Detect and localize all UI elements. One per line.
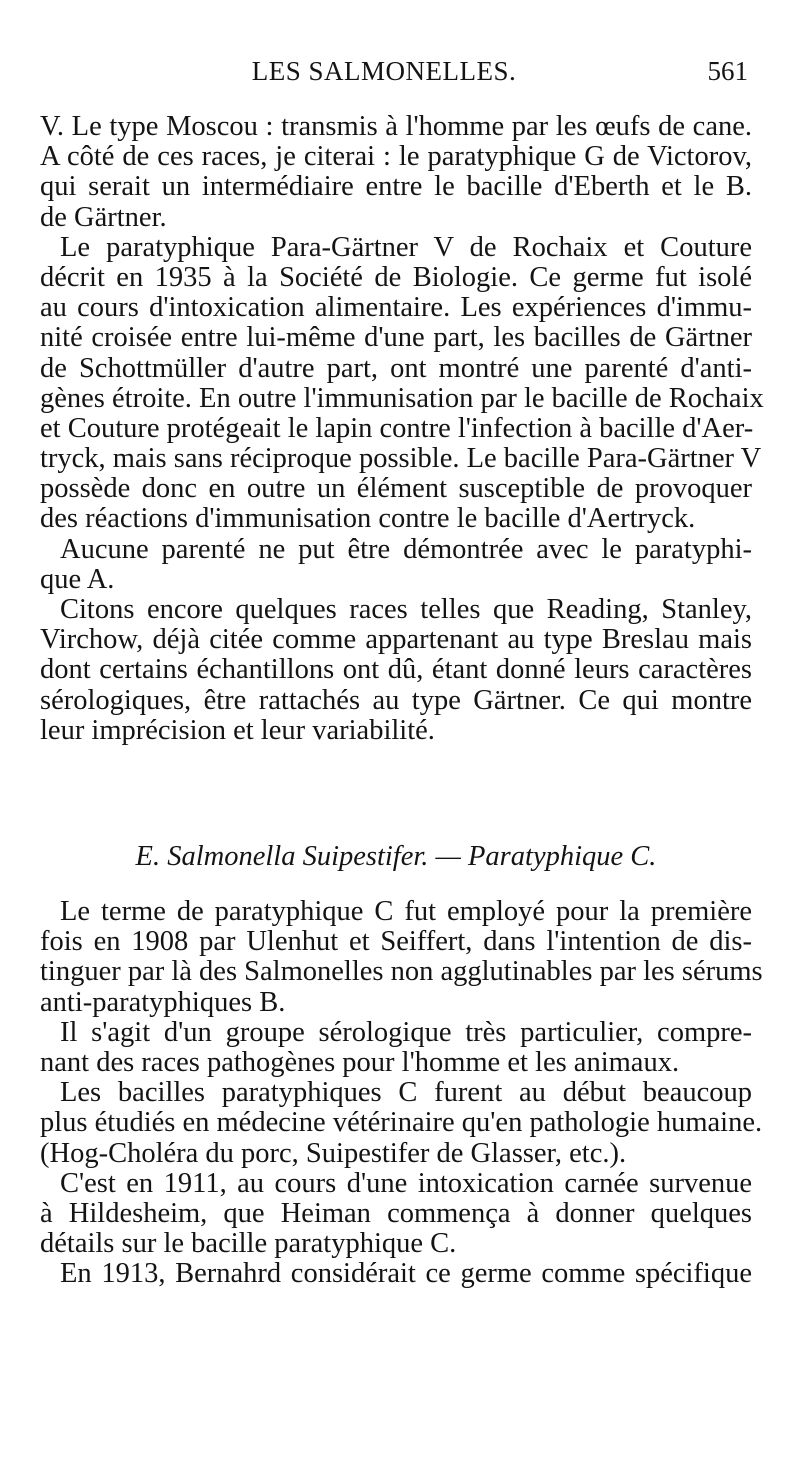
paragraphs-before-section [40, 111, 764, 746]
text-line: tinguer par là des Salmonelles non agglutinables par les sérums [40, 956, 763, 988]
text-line: détails sur le bacille paratyphique C. [40, 1228, 457, 1260]
text-line: au cours d'intoxication alimentaire. Les expériences d'immu- [40, 292, 752, 324]
paragraphs-after-section [40, 896, 763, 1290]
text-line: nité croisée entre lui-même d'une part, les bacilles de Gärtner [40, 322, 752, 354]
text-line: possède donc en outre un élément susceptible de provoquer [40, 473, 752, 505]
text-line: anti-paratyphiques B. [40, 986, 286, 1018]
text-line: que A. [40, 563, 115, 595]
text-line: à Hildesheim, que Heiman commença à donner quelques [40, 1197, 752, 1229]
text-line: plus étudiés en médecine vétérinaire qu'en pathologie humaine. [40, 1107, 763, 1139]
text-line: Citons encore quelques races telles que Reading, Stanley, [60, 594, 752, 625]
text-line: Virchow, déjà citée comme appartenant au type Breslau mais [40, 624, 752, 656]
text-line: En 1913, Bernahrd considérait ce germe comme spécifique [60, 1258, 752, 1290]
text-line: Le terme de paratyphique C fut employé pour la première [60, 896, 752, 927]
text-line: sérologiques, être rattachés au type Gärtner. Ce qui montre [40, 684, 752, 716]
text-line: des réactions d'immunisation contre le bacille d'Aertryck. [40, 503, 696, 535]
text-line: Le paratyphique Para-Gärtner V de Rochaix et Couture [60, 231, 752, 263]
text-line: tryck, mais sans réciproque possible. Le bacille Para-Gärtner V [40, 443, 762, 475]
text-line: Les bacilles paratyphiques C furent au début beaucoup [60, 1077, 752, 1109]
text-line: leur imprécision et leur variabilité. [40, 714, 435, 746]
text-line: fois en 1908 par Ulenhut et Seiffert, dans l'intention de dis- [40, 926, 752, 958]
text-line: et Couture protégeait le lapin contre l'infection à bacille d'Aer- [40, 412, 754, 444]
text-line: de Schottmüller d'autre part, ont montré une parenté d'anti- [40, 352, 752, 384]
page-header [20, 56, 748, 96]
section-heading [40, 842, 752, 872]
text-line: gènes étroite. En outre l'immunisation par le bacille de Rochaix [40, 382, 764, 414]
text-line: Il s'agit d'un groupe sérologique très particulier, compre- [60, 1016, 752, 1048]
text-line: dont certains échantillons ont dû, étant donné leurs caractères [40, 654, 752, 686]
text-line: C'est en 1911, au cours d'une intoxication carnée survenue [60, 1167, 752, 1199]
text-line: Aucune parenté ne put être démontrée avec le paratyphi- [60, 533, 752, 565]
text-line: (Hog-Choléra du porc, Suipestifer de Glasser, etc.). [40, 1137, 627, 1169]
text-line: de Gärtner. [40, 201, 167, 233]
text-line: nant des races pathogènes pour l'homme et les animaux. [40, 1046, 680, 1078]
page-number: 561 [707, 56, 748, 86]
text-line: décrit en 1935 à la Société de Biologie. Ce germe fut isolé [40, 261, 752, 293]
text-line: qui serait un intermédiaire entre le bacille d'Eberth et le B. [40, 171, 752, 203]
text-line: V. Le type Moscou : transmis à l'homme par les œufs de cane. [40, 111, 752, 142]
running-title: LES SALMONELLES. [251, 56, 517, 86]
text-line: A côté de ces races, je citerai : le paratyphique G de Victorov, [40, 141, 752, 173]
section-heading-text: E. Salmonella Suipestifer. — Paratyphique C. [135, 841, 657, 872]
